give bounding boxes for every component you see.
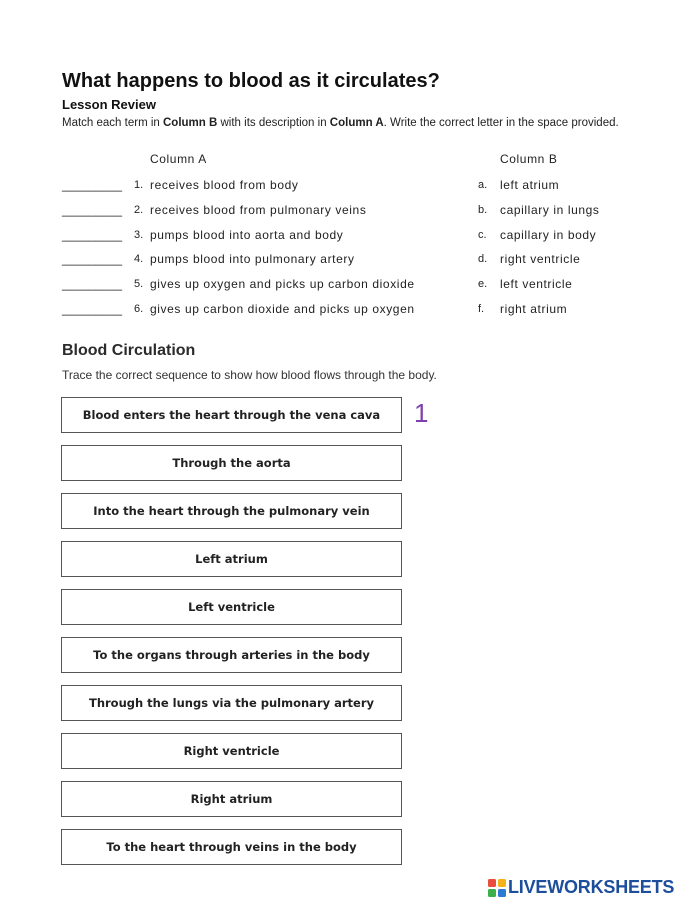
lesson-subtitle: Lesson Review — [62, 97, 156, 112]
answer-blank[interactable]: _________ — [62, 203, 123, 217]
sequence-step[interactable]: Into the heart through the pulmonary vein — [61, 493, 402, 529]
term-letter: c. — [478, 229, 487, 241]
answer-blank[interactable]: _________ — [62, 302, 123, 316]
term-text: right atrium — [500, 302, 568, 316]
item-description: gives up carbon dioxide and picks up oxygen — [150, 302, 415, 316]
item-number: 6. — [134, 303, 144, 315]
column-a-header: Column A — [150, 152, 207, 166]
liveworksheets-logo — [488, 877, 674, 898]
term-letter: b. — [478, 204, 488, 216]
matching-row — [0, 228, 700, 248]
term-letter: e. — [478, 278, 488, 290]
term-letter: f. — [478, 303, 485, 315]
item-number: 2. — [134, 204, 144, 216]
instr-col-a: Column A — [329, 117, 384, 129]
answer-blank[interactable]: _________ — [62, 228, 123, 242]
instr-col-b: Column B — [162, 117, 218, 129]
instr-text-1: Match each term in — [62, 117, 163, 129]
term-text: left atrium — [500, 178, 560, 192]
answer-blank[interactable]: _________ — [62, 178, 123, 192]
circulation-instruction: Trace the correct sequence to show how blood flows through the body. — [62, 368, 437, 382]
matching-row — [0, 252, 700, 272]
page-title: What happens to blood as it circulates? — [62, 70, 440, 92]
matching-instructions — [62, 117, 619, 129]
item-description: receives blood from body — [150, 178, 299, 192]
sequence-step[interactable]: Left ventricle — [61, 589, 402, 625]
circulation-heading: Blood Circulation — [62, 342, 196, 359]
term-text: left ventricle — [500, 277, 573, 291]
term-text: capillary in lungs — [500, 203, 600, 217]
matching-row — [0, 277, 700, 297]
matching-row — [0, 203, 700, 223]
term-text: right ventricle — [500, 252, 581, 266]
item-description: pumps blood into aorta and body — [150, 228, 344, 242]
term-letter: a. — [478, 179, 488, 191]
column-b-header: Column B — [500, 152, 558, 166]
item-description: receives blood from pulmonary veins — [150, 203, 367, 217]
item-number: 1. — [134, 179, 144, 191]
term-text: capillary in body — [500, 228, 597, 242]
item-description: gives up oxygen and picks up carbon dioxide — [150, 277, 415, 291]
logo-text: LIVEWORKSHEETS — [508, 877, 675, 897]
item-description: pumps blood into pulmonary artery — [150, 252, 355, 266]
item-number: 4. — [134, 253, 144, 265]
matching-row — [0, 302, 700, 322]
liveworksheets-logo-icon — [488, 879, 506, 897]
sequence-step[interactable]: To the heart through veins in the body — [61, 829, 402, 865]
sequence-order-mark: 1 — [414, 398, 429, 428]
answer-blank[interactable]: _________ — [62, 252, 123, 266]
sequence-step[interactable]: Right ventricle — [61, 733, 402, 769]
sequence-step[interactable]: To the organs through arteries in the body — [61, 637, 402, 673]
instr-text-2: with its description in — [217, 117, 330, 129]
sequence-step[interactable]: Through the aorta — [61, 445, 402, 481]
sequence-step[interactable]: Through the lungs via the pulmonary artery — [61, 685, 402, 721]
answer-blank[interactable]: _________ — [62, 277, 123, 291]
term-letter: d. — [478, 253, 488, 265]
sequence-step[interactable]: Left atrium — [61, 541, 402, 577]
sequence-step[interactable]: Blood enters the heart through the vena cava — [61, 397, 402, 433]
instr-text-3: . Write the correct letter in the space provided. — [383, 117, 619, 129]
matching-row — [0, 178, 700, 198]
item-number: 5. — [134, 278, 144, 290]
sequence-step[interactable]: Right atrium — [61, 781, 402, 817]
item-number: 3. — [134, 229, 144, 241]
